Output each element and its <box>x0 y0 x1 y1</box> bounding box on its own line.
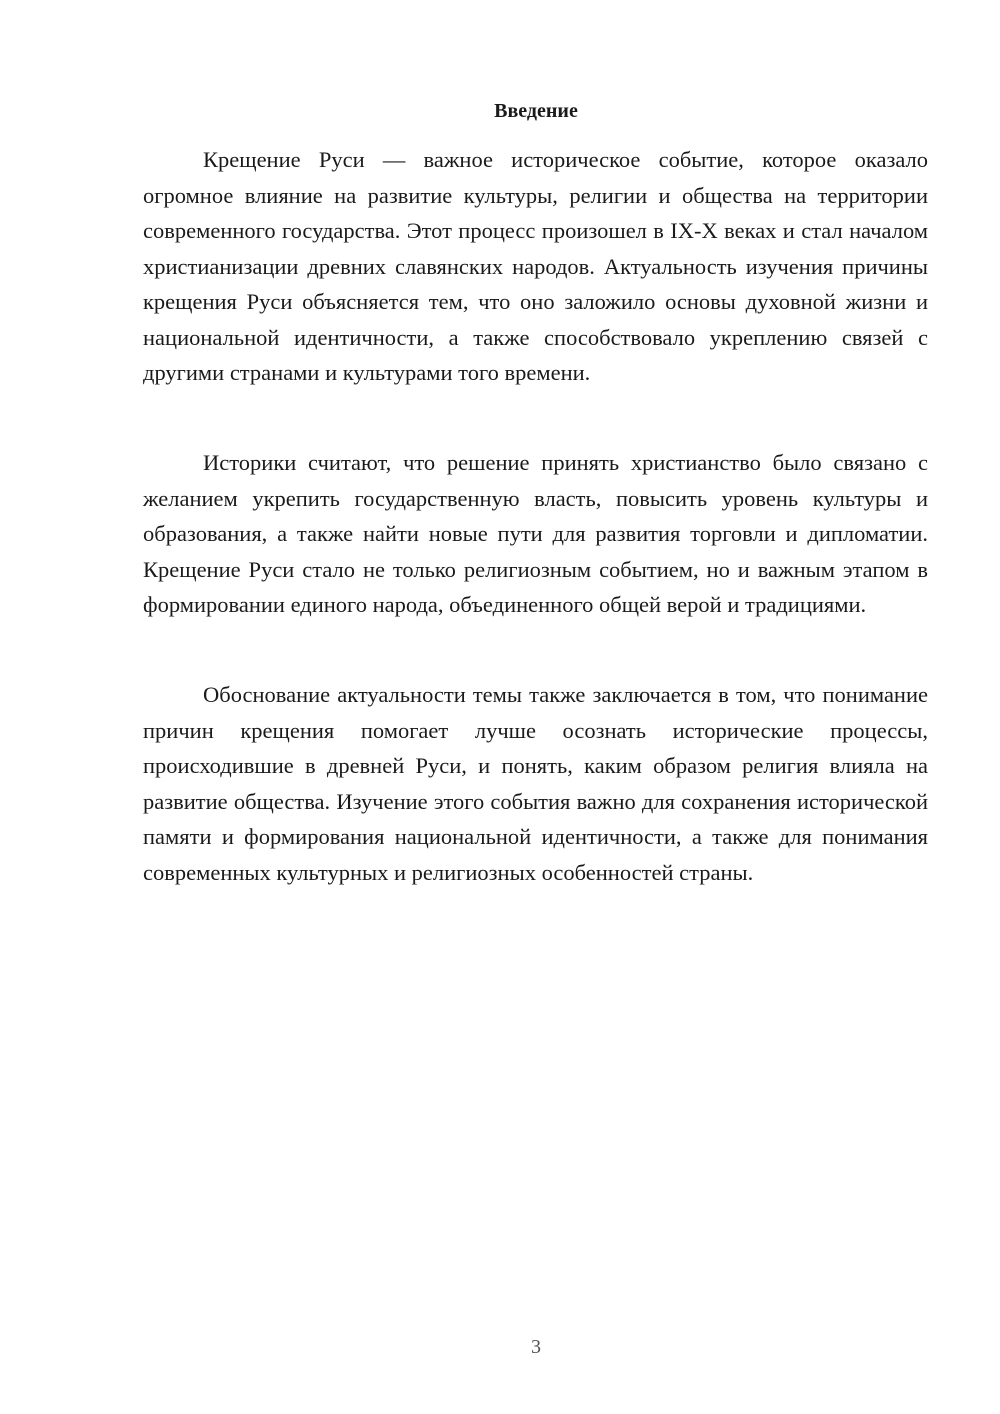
paragraph-2: Историки считают, что решение принять христианство было связано с желанием укрепить государственную власть, повысить уровень культуры и образования, а также найти новые пути для развития торговли и дипломатии. Крещение Руси стало не только религиозным событием, но и важным этапом в формировании единого народа, объединенного общей верой и традициями. <box>143 450 928 617</box>
page-number: 3 <box>531 1336 541 1358</box>
paragraph-1: Крещение Руси — важное историческое событие, которое оказало огромное влияние на развитие культуры, религии и общества на территории современного государства. Этот процесс произошел в IX-X веках и стал началом христианизации древних славянских народов. Актуальность изучения причины крещения Руси объясняется тем, что оно заложило основы духовной жизни и национальной идентичности, а также способствовало укреплению связей с другими странами и культурами того времени. <box>143 147 928 385</box>
paragraph-3: Обоснование актуальности темы также заключается в том, что понимание причин крещения помогает лучше осознать исторические процессы, происходившие в древней Руси, и понять, каким образом религия влияла на развитие общества. Изучение этого события важно для сохранения исторической памяти и формирования национальной идентичности, а также для понимания современных культурных и религиозных особенностей страны. <box>143 682 928 885</box>
section-title: Введение <box>494 100 578 122</box>
